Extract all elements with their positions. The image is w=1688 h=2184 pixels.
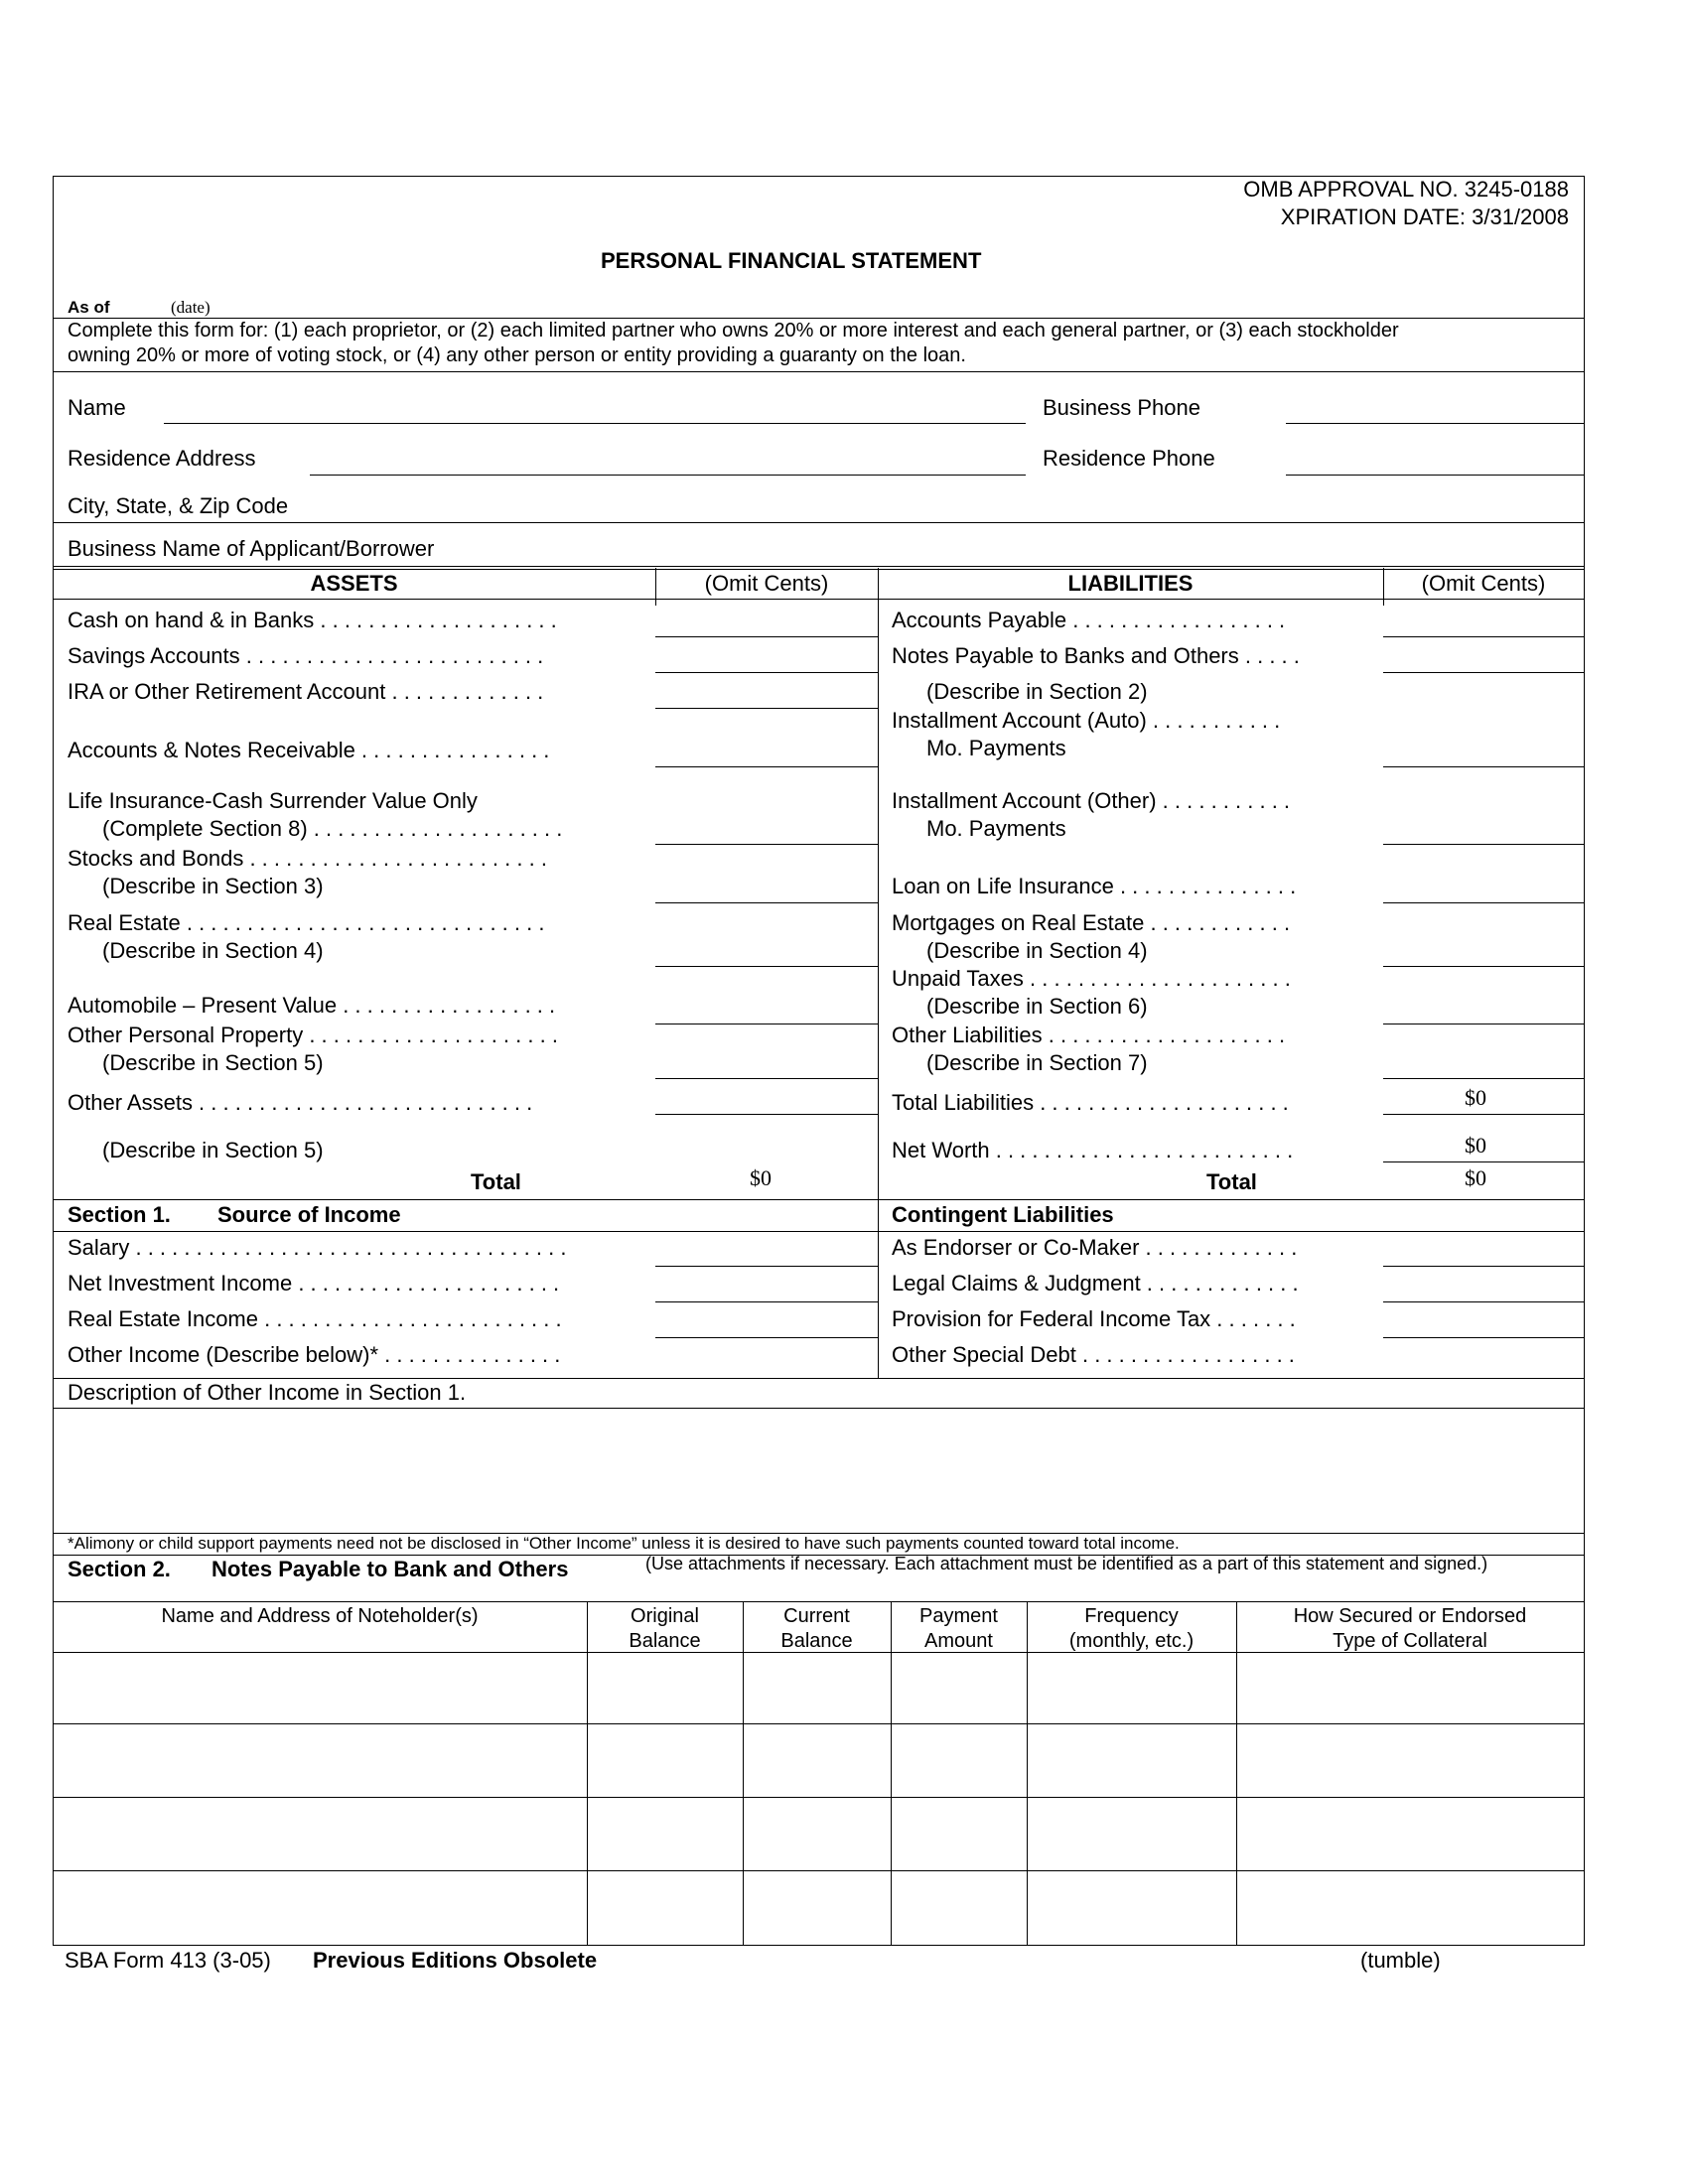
asset-label: Stocks and Bonds . . . . . . . . . . . . . . . . . . . . . . . . . <box>68 846 547 871</box>
date-hint: (date) <box>171 298 211 317</box>
asset-value-field[interactable] <box>655 672 878 673</box>
contingent-title: Contingent Liabilities <box>892 1202 1114 1227</box>
contingent-label: Other Special Debt . . . . . . . . . . . . . . . . . . <box>892 1342 1295 1367</box>
liability-label: Installment Account (Other) . . . . . . . . . . . <box>892 788 1291 813</box>
divider <box>53 599 1585 600</box>
income-value-field[interactable] <box>655 1266 878 1267</box>
contingent-value-field[interactable] <box>1383 1266 1584 1267</box>
contingent-label: As Endorser or Co-Maker . . . . . . . . . . . . . <box>892 1235 1298 1260</box>
section2-subtitle: Notes Payable to Bank and Others <box>211 1557 569 1581</box>
liability-label: Accounts Payable . . . . . . . . . . . . . . . . . . <box>892 608 1286 632</box>
section1-subtitle: Source of Income <box>217 1202 401 1227</box>
asset-sublabel: (Describe in Section 5) <box>102 1050 324 1075</box>
contingent-value-field[interactable] <box>1383 1301 1584 1302</box>
net-worth-label: Net Worth . . . . . . . . . . . . . . . . . . . . . . . . . <box>892 1138 1294 1162</box>
alimony-footnote: *Alimony or child support payments need not be disclosed in “Other Income” unless it is desired to have such payments counted toward total income. <box>68 1534 1180 1553</box>
table-bottom <box>53 1945 1585 1946</box>
table-col-divider <box>587 1601 588 1946</box>
assets-omit-cents: (Omit Cents) <box>704 571 829 596</box>
asset-label: Savings Accounts . . . . . . . . . . . . . . . . . . . . . . . . . <box>68 643 544 668</box>
liability-value-field[interactable] <box>1383 966 1584 967</box>
liability-sublabel: (Describe in Section 4) <box>926 938 1148 963</box>
instructions-line1: Complete this form for: (1) each proprietor, or (2) each limited partner who owns 20% or more interest and each general partner, or (3) each stockholder <box>68 320 1399 341</box>
center-divider <box>878 568 879 1379</box>
liability-value-field[interactable] <box>1383 1078 1584 1079</box>
asset-value-field[interactable] <box>655 902 878 903</box>
column-header-current-balance-line2: Balance <box>780 1630 853 1652</box>
table-col-divider <box>1027 1601 1028 1946</box>
column-header-frequency: Frequency <box>1084 1605 1179 1627</box>
liabilities-total-label: Total <box>1206 1169 1257 1194</box>
asset-sublabel: (Describe in Section 4) <box>102 938 324 963</box>
liability-value-field[interactable] <box>1383 1114 1584 1115</box>
net-worth-value: $0 <box>1465 1133 1486 1158</box>
divider <box>53 1199 1585 1200</box>
column-header-current-balance: Current <box>783 1605 850 1627</box>
asset-value-field[interactable] <box>655 966 878 967</box>
asset-value-field[interactable] <box>655 844 878 845</box>
assets-header: ASSETS <box>310 571 398 596</box>
business-name-field[interactable] <box>53 566 1585 567</box>
date-field-line[interactable] <box>53 318 1585 319</box>
liabilities-total-value: $0 <box>1465 1165 1486 1190</box>
liability-label: Mortgages on Real Estate . . . . . . . . . . . . <box>892 910 1291 935</box>
table-col-divider <box>743 1601 744 1946</box>
column-header-payment-amount: Payment <box>919 1605 998 1627</box>
liabilities-omit-cents: (Omit Cents) <box>1421 571 1546 596</box>
asset-sublabel: (Describe in Section 5) <box>102 1138 324 1162</box>
city-state-zip-label: City, State, & Zip Code <box>68 493 289 518</box>
other-income-description-field[interactable] <box>53 1408 1585 1534</box>
income-value-field[interactable] <box>655 1337 878 1338</box>
column-header-collateral: How Secured or Endorsed <box>1293 1605 1527 1627</box>
section2-note: (Use attachments if necessary. Each attachment must be identified as a part of this statement and signed.) <box>645 1554 1488 1573</box>
business-phone-field[interactable] <box>1286 423 1584 424</box>
asset-sublabel: (Describe in Section 3) <box>102 874 324 898</box>
residence-address-field[interactable] <box>310 475 1026 476</box>
table-row[interactable] <box>53 1797 1585 1798</box>
asset-label: Real Estate . . . . . . . . . . . . . . . . . . . . . . . . . . . . . . <box>68 910 545 935</box>
column-header-collateral-line2: Type of Collateral <box>1333 1630 1487 1652</box>
frame-right <box>1584 176 1585 1946</box>
form-id: SBA Form 413 (3-05) <box>65 1948 271 1973</box>
residence-address-label: Residence Address <box>68 446 256 471</box>
liability-value-field[interactable] <box>1383 766 1584 767</box>
section1-title: Section 1. <box>68 1202 171 1227</box>
table-col-divider <box>1236 1601 1237 1946</box>
column-header-payment-amount-line2: Amount <box>924 1630 993 1652</box>
table-row[interactable] <box>53 1723 1585 1724</box>
liability-label: Notes Payable to Banks and Others . . . . . <box>892 643 1300 668</box>
divider <box>53 1601 1585 1602</box>
income-value-field[interactable] <box>655 1301 878 1302</box>
frame-left <box>53 176 54 1946</box>
asset-value-field[interactable] <box>655 708 878 709</box>
divider <box>53 569 1585 570</box>
assets-total-label: Total <box>471 1169 521 1194</box>
income-label: Other Income (Describe below)* . . . . . . . . . . . . . . . <box>68 1342 561 1367</box>
omb-approval: OMB APPROVAL NO. 3245-0188 <box>1243 177 1569 202</box>
city-state-zip-field[interactable] <box>53 522 1585 523</box>
asset-value-field[interactable] <box>655 1114 878 1115</box>
liabilities-header: LIABILITIES <box>1067 571 1194 596</box>
asset-value-field[interactable] <box>655 766 878 767</box>
name-label: Name <box>68 395 126 420</box>
liability-label: Loan on Life Insurance . . . . . . . . . . . . . . . <box>892 874 1297 898</box>
liability-value-field[interactable] <box>1383 636 1584 637</box>
liability-label: Other Liabilities . . . . . . . . . . . . . . . . . . . . <box>892 1023 1286 1047</box>
column-header-frequency-line2: (monthly, etc.) <box>1068 1630 1195 1652</box>
obsolete-note: Previous Editions Obsolete <box>313 1948 598 1973</box>
other-income-description-label: Description of Other Income in Section 1. <box>68 1380 467 1405</box>
business-phone-label: Business Phone <box>1043 395 1200 420</box>
liability-value-field[interactable] <box>1383 672 1584 673</box>
liability-sublabel: (Describe in Section 6) <box>926 994 1148 1019</box>
liability-value-field[interactable] <box>1383 902 1584 903</box>
divider <box>53 1231 1585 1232</box>
asset-value-field[interactable] <box>655 636 878 637</box>
table-col-divider <box>891 1601 892 1946</box>
asset-sublabel: (Complete Section 8) . . . . . . . . . . . . . . . . . . . . . <box>102 816 563 841</box>
column-header-noteholder: Name and Address of Noteholder(s) <box>161 1605 479 1627</box>
table-header-bottom <box>53 1652 1585 1653</box>
liability-sublabel: (Describe in Section 7) <box>926 1050 1148 1075</box>
as-of-label: As of <box>68 298 110 317</box>
liability-value-field[interactable] <box>1383 1161 1584 1162</box>
asset-label: Other Personal Property . . . . . . . . . . . . . . . . . . . . . <box>68 1023 558 1047</box>
liability-label: Installment Account (Auto) . . . . . . . . . . . <box>892 708 1281 733</box>
instructions-line2: owning 20% or more of voting stock, or (4) any other person or entity providing a guaranty on the loan. <box>68 344 966 366</box>
asset-label: Other Assets . . . . . . . . . . . . . . . . . . . . . . . . . . . . <box>68 1090 533 1115</box>
column-header-original-balance: Original <box>631 1605 699 1627</box>
divider <box>53 1378 1585 1379</box>
asset-label: IRA or Other Retirement Account . . . . . . . . . . . . . <box>68 679 544 704</box>
section2-title: Section 2. <box>68 1557 171 1581</box>
liability-sublabel: (Describe in Section 2) <box>926 679 1148 704</box>
assets-total-value: $0 <box>750 1165 772 1190</box>
income-label: Salary . . . . . . . . . . . . . . . . . . . . . . . . . . . . . . . . . . . . <box>68 1235 567 1260</box>
liability-sublabel: Mo. Payments <box>926 736 1066 760</box>
contingent-value-field[interactable] <box>1383 1337 1584 1338</box>
asset-label: Cash on hand & in Banks . . . . . . . . . . . . . . . . . . . . <box>68 608 557 632</box>
expiration-date: XPIRATION DATE: 3/31/2008 <box>1280 205 1569 229</box>
income-label: Net Investment Income . . . . . . . . . . . . . . . . . . . . . . <box>68 1271 560 1296</box>
contingent-label: Legal Claims & Judgment . . . . . . . . . . . . . <box>892 1271 1299 1296</box>
table-row[interactable] <box>53 1870 1585 1871</box>
residence-phone-label: Residence Phone <box>1043 446 1215 471</box>
total-liabilities-label: Total Liabilities . . . . . . . . . . . . . . . . . . . . . <box>892 1090 1289 1115</box>
name-field[interactable] <box>164 423 1026 424</box>
total-liabilities-value: $0 <box>1465 1085 1486 1110</box>
residence-phone-field[interactable] <box>1286 475 1584 476</box>
liability-label: Unpaid Taxes . . . . . . . . . . . . . . . . . . . . . . <box>892 966 1291 991</box>
contingent-label: Provision for Federal Income Tax . . . . . . . <box>892 1306 1296 1331</box>
asset-label: Accounts & Notes Receivable . . . . . . . . . . . . . . . . <box>68 738 550 762</box>
liability-sublabel: Mo. Payments <box>926 816 1066 841</box>
asset-label: Automobile – Present Value . . . . . . . . . . . . . . . . . . <box>68 993 556 1018</box>
asset-value-field[interactable] <box>655 1078 878 1079</box>
divider <box>53 371 1585 372</box>
business-name-label: Business Name of Applicant/Borrower <box>68 536 435 561</box>
tumble-note: (tumble) <box>1360 1948 1441 1973</box>
column-header-original-balance-line2: Balance <box>629 1630 701 1652</box>
asset-label: Life Insurance-Cash Surrender Value Only <box>68 788 478 813</box>
liability-value-field[interactable] <box>1383 844 1584 845</box>
income-label: Real Estate Income . . . . . . . . . . . . . . . . . . . . . . . . . <box>68 1306 562 1331</box>
page-title: PERSONAL FINANCIAL STATEMENT <box>601 248 982 273</box>
